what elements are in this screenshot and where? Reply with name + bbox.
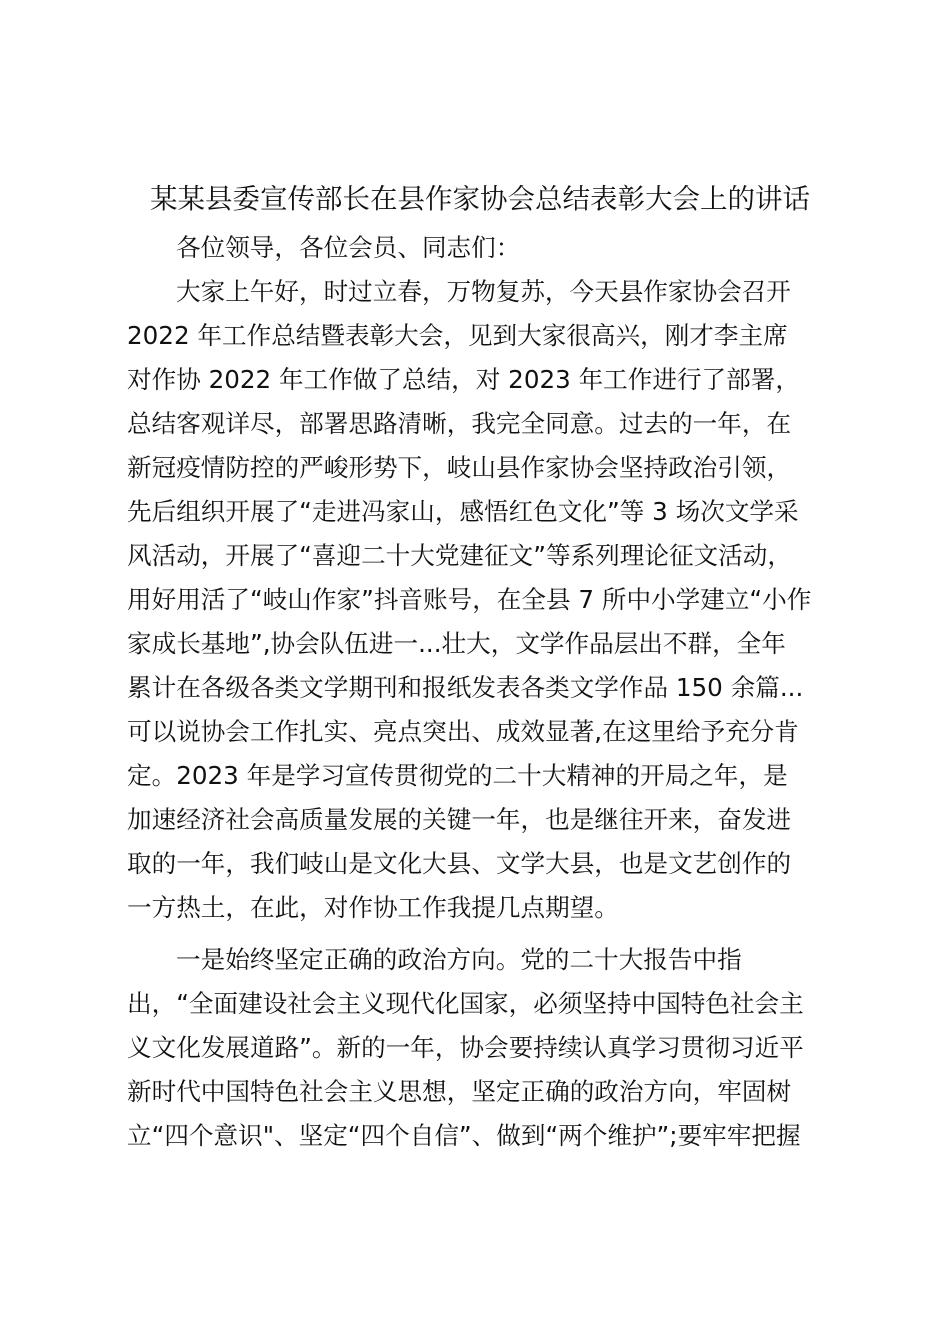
paragraph-line: 风活动，开展了“喜迎二十大党建征文”等系列理论征文活动， (127, 541, 792, 570)
paragraph-line: 家成长基地”,协会队伍进一...壮大，文学作品层出不群，全年 (127, 629, 786, 658)
paragraph-line: 用好用活了“岐山作家”抖音账号，在全县 7 所中小学建立“小作 (127, 585, 812, 614)
paragraph-line: 新时代中国特色社会主义思想，坚定正确的政治方向，牢固树 (127, 1077, 792, 1106)
paragraph-line: 出，“全面建设社会主义现代化国家，必须坚持中国特色社会主 (127, 989, 804, 1018)
paragraph-line: 大家上午好，时过立春，万物复苏，今天县作家协会召开 (176, 277, 791, 306)
paragraph-line: 定。2023 年是学习宣传贯彻党的二十大精神的开局之年，是 (127, 761, 788, 790)
paragraph-line: 立“四个意识"、坚定“四个自信”、做到“两个维护”;要牢牢把握 (127, 1121, 801, 1150)
paragraph-line: 总结客观详尽，部署思路清晰，我完全同意。过去的一年，在 (127, 409, 792, 438)
paragraph-line: 新冠疫情防控的严峻形势下，岐山县作家协会坚持政治引领， (127, 453, 792, 482)
paragraph-line: 义文化发展道路”。新的一年，协会要持续认真学习贯彻习近平 (127, 1033, 804, 1062)
salutation: 各位领导，各位会员、同志们： (176, 233, 521, 262)
paragraph-line: 一是始终坚定正确的政治方向。党的二十大报告中指 (176, 945, 742, 974)
paragraph-line: 2022 年工作总结暨表彰大会，见到大家很高兴，刚才李主席 (127, 321, 788, 350)
paragraph-line: 先后组织开展了“走进冯家山，感悟红色文化”等 3 场次文学采 (127, 497, 799, 526)
paragraph-line: 加速经济社会高质量发展的关键一年，也是继往开来，奋发进 (127, 805, 792, 834)
document-title: 某某县委宣传部长在县作家协会总结表彰大会上的讲话 (150, 183, 810, 215)
paragraph-line: 对作协 2022 年工作做了总结，对 2023 年工作进行了部署， (127, 365, 800, 394)
paragraph-line: 一方热土，在此，对作协工作我提几点期望。 (127, 893, 619, 922)
paragraph-line: 可以说协会工作扎实、亮点突出、成效显著,在这里给予充分肯 (127, 717, 799, 746)
paragraph-line: 取的一年，我们岐山是文化大县、文学大县，也是文艺创作的 (127, 849, 792, 878)
paragraph-line: 累计在各级各类文学期刊和报纸发表各类文学作品 150 余篇... (127, 673, 804, 702)
